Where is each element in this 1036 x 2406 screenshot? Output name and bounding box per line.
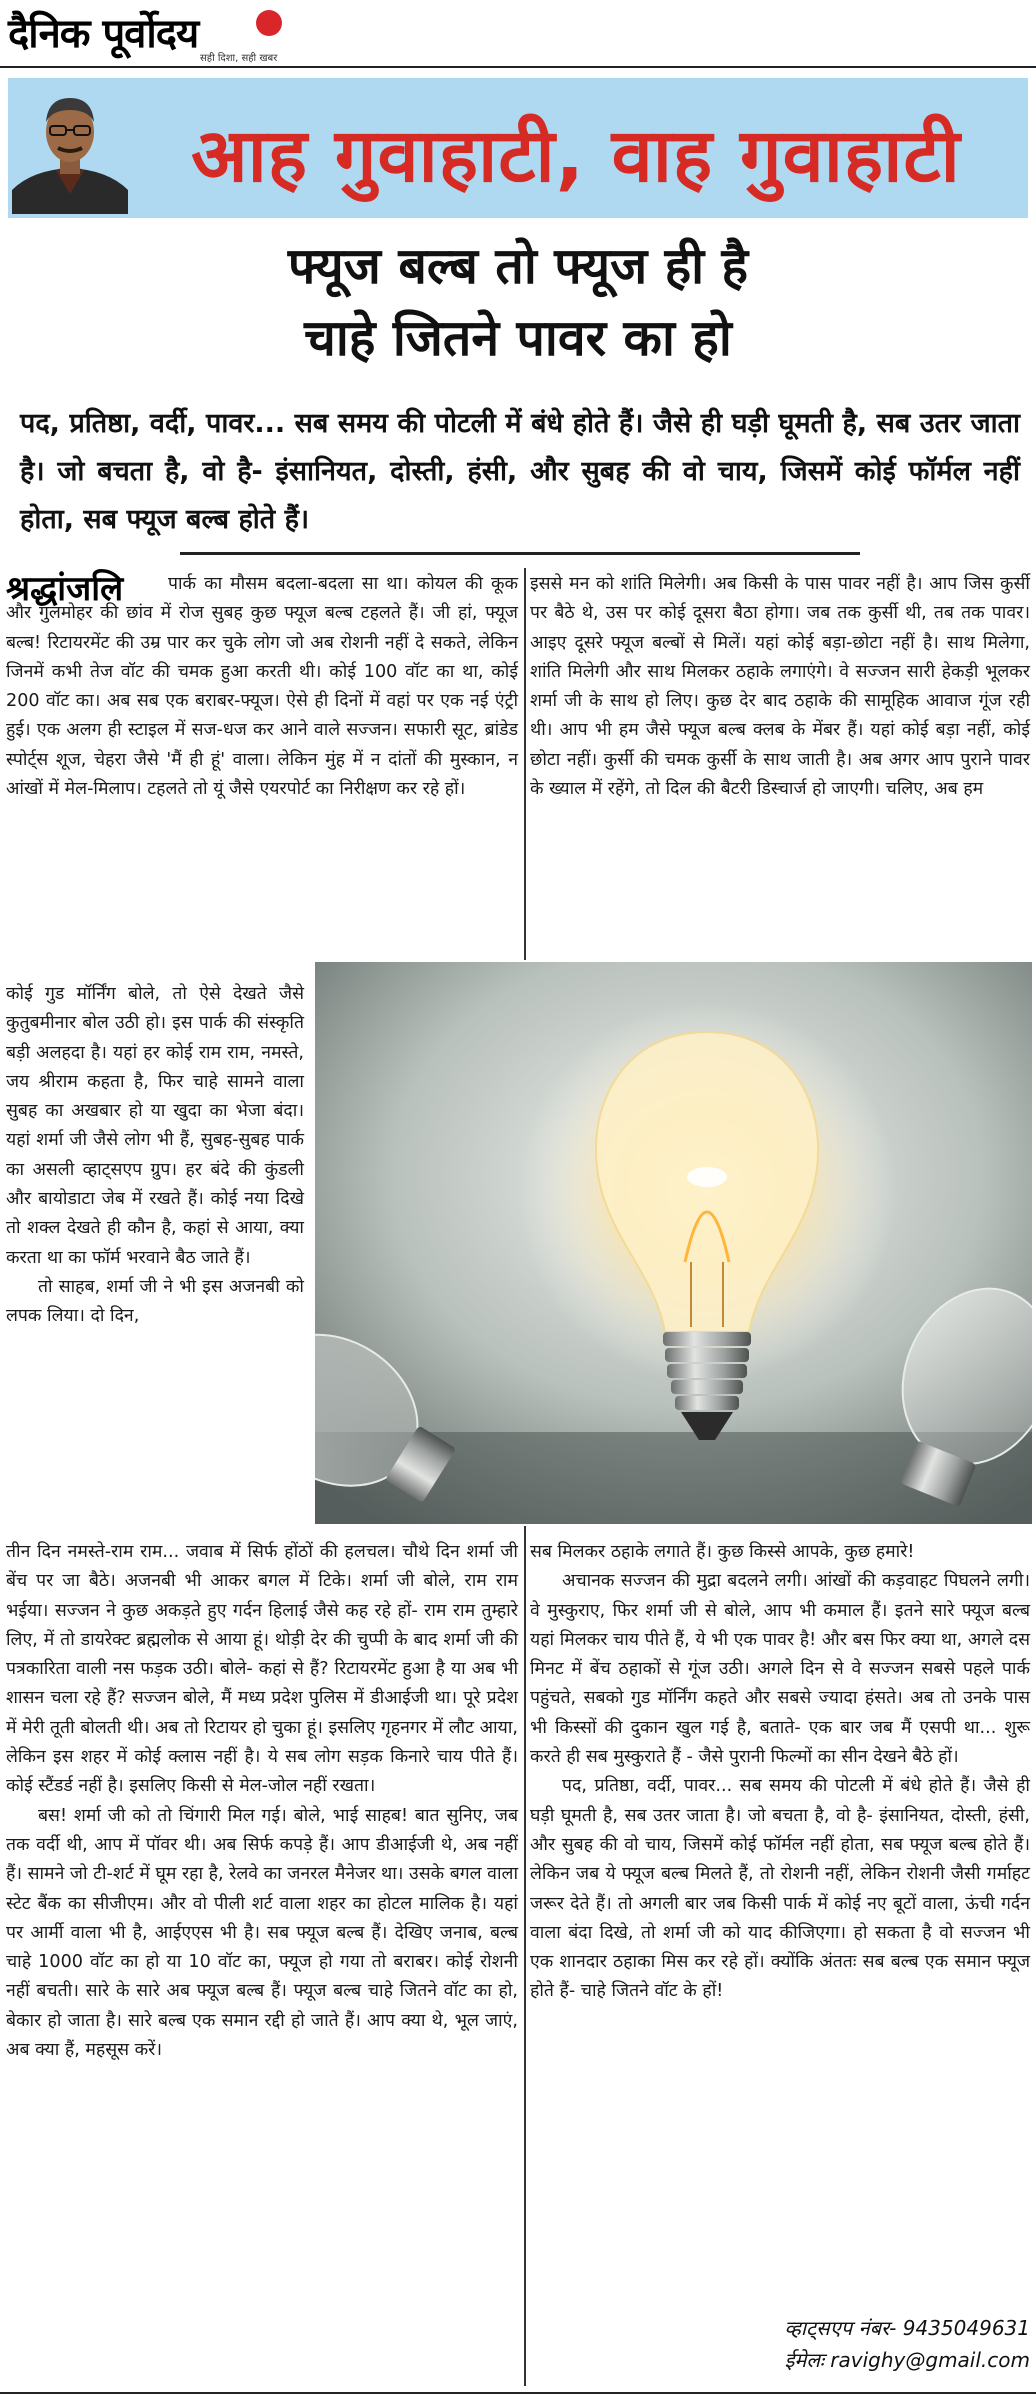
section-tag: श्रद्धांजलि	[6, 569, 124, 609]
paragraph: तो साहब, शर्मा जी ने भी इस अजनबी को लपक लिया। दो दिन,	[6, 1276, 304, 1327]
author-contact	[526, 2312, 1030, 2376]
paragraph: तीन दिन नमस्ते-राम राम... जवाब में सिर्फ होंठों की हलचल। चौथे दिन शर्मा जी बेंच पर जा बैठे। अजनबी भी आकर बगल में टिके। शर्मा जी बोले, राम राम भईया। सज्जन ने कुछ अकड़ते हुए गर्दन हिलाई जैसे कह रहे हों- राम राम तुम्हारे लिए, में तो डायरेक्ट ब्रह्मलोक से आया हूं। थोड़ी देर की चुप्पी के बाद शर्मा जी की पत्रकारिता वाली नस फड़क उठी। बोले- कहां से हैं? रिटायरमेंट हुआ है या अब भी शासन चला रहे हैं? सज्जन बोले, मैं मध्य प्रदेश पुलिस में डीआईजी था। पूरे प्रदेश में मेरी तूती बोलती थी। अब तो रिटायर हो चुका हूं। इसलिए गृहनगर में लौट आया, लेकिन इस शहर में कोई क्लास नहीं है। ये सब लोग सड़क किनारे चाय पीते हैं। कोई स्टैंडर्ड नहीं है। इसलिए किसी से मेल-जोल नहीं रखता।	[6, 1542, 518, 1797]
headline	[0, 230, 1036, 374]
column-1-bottom	[6, 1538, 518, 2065]
column-divider	[524, 1526, 526, 2386]
email-address[interactable]: ईमेलः ravighy@gmail.com	[784, 2348, 1030, 2372]
logo-dot-icon	[256, 10, 282, 36]
column-title: आह गुवाहाटी, वाह गुवाहाटी	[191, 113, 961, 199]
page-bottom-divider	[0, 2392, 1036, 2394]
paragraph: बस! शर्मा जी को तो चिंगारी मिल गई। बोले, भाई साहब! बात सुनिए, जब तक वर्दी थी, आप में पॉवर थी। अब सिर्फ कपड़े हैं। आप डीआईजी थे, अब नहीं हैं। सामने जो टी-शर्ट में घूम रहा है, रेलवे का जनरल मैनेजर था। उसके बगल वाला स्टेट बैंक का सीजीएम। और वो पीली शर्ट वाला शहर का होटल मालिक है। यहां पर आर्मी वाला भी है, आईएएस भी है। सब फ्यूज बल्ब हैं। देखिए जनाब, बल्ब चाहे 1000 वॉट का हो या 10 वॉट का, फ्यूज हो गया तो बराबर। कोई रोशनी नहीं बचती। सारे के सारे अब फ्यूज बल्ब हैं। फ्यूज बल्ब चाहे जितने वॉट का हो, बेकार हो जाता है। सारे बल्ब एक समान रद्दी हो जाते हैं। आप क्या थे, भूल जाएं, अब क्या हैं, महसूस करें।	[6, 1805, 518, 2061]
paragraph: इससे मन को शांति मिलेगी। अब किसी के पास पावर नहीं है। आप जिस कुर्सी पर बैठे थे, उस पर कोई दूसरा बैठा होगा। जब तक कुर्सी थी, तब तक पावर। आइए दूसरे फ्यूज बल्बों से मिलें। यहां कोई बड़ा-छोटा नहीं है। साथ मिलेगा, शांति मिलेगी और साथ मिलकर ठहाके लगाएंगे। वे सज्जन सारी हेकड़ी भूलकर शर्मा जी के साथ हो लिए। कुछ देर बाद ठहाके की सामूहिक आवाज गूंज रही थी। आप भी हम जैसे फ्यूज बल्ब क्लब के मेंबर हैं। यहां कोई बड़ा नहीं, कोई छोटा नहीं। कुर्सी की चमक कुर्सी के साथ जाती है। अब अगर आप पुराने पावर के ख्याल में रहेंगे, तो दिल की बैटरी डिस्चार्ज हो जाएगी। चलिए, अब हम	[530, 574, 1030, 800]
column-divider	[524, 568, 526, 960]
masthead-divider	[0, 66, 1036, 68]
deck: पद, प्रतिष्ठा, वर्दी, पावर... सब समय की पोटली में बंधे होते हैं। जैसे ही घड़ी घूमती है, सब उतर जाता है। जो बचता है, वो है- इंसानियत, दोस्ती, हंसी, और सुबह की वो चाय, जिसमें कोई फॉर्मल नहीं होता, सब फ्यूज बल्ब होते हैं।	[20, 408, 1020, 535]
light-bulb-photo	[315, 962, 1032, 1524]
column-1-narrow	[6, 980, 304, 1332]
column-banner	[8, 78, 1028, 218]
paragraph: सब मिलकर ठहाके लगाते हैं। कुछ किस्से आपके, कुछ हमारे!	[530, 1542, 915, 1562]
paragraph: पद, प्रतिष्ठा, वर्दी, पावर... सब समय की पोटली में बंधे होते हैं। जैसे ही घड़ी घूमती है, सब उतर जाता है। जो बचता है, वो है- इंसानियत, दोस्ती, हंसी, और सुबह की वो चाय, जिसमें कोई फॉर्मल नहीं होता, सब फ्यूज बल्ब होते हैं। लेकिन जब ये फ्यूज बल्ब मिलते हैं, तो रोशनी नहीं, लेकिन रोशनी जैसी गर्माहट जरूर देते हैं। तो अगली बार जब किसी पार्क में कोई नए बूटों वाला, ऊंची गर्दन वाला बंदा दिखे, तो शर्मा जी को याद कीजिएगा। हो सकता है वो सज्जन भी एक शानदार ठहाका मिस कर रहे हों। क्योंकि अंततः सब बल्ब एक समान फ्यूज होते हैं- चाहे जितने वॉट के हों!	[530, 1776, 1030, 2002]
headline-line-1: फ्यूज बल्ब तो फ्यूज ही है	[287, 237, 749, 295]
whatsapp-number: व्हाट्सएप नंबर- 9435049631	[784, 2316, 1030, 2340]
headline-line-2: चाहे जितने पावर का हो	[304, 309, 732, 367]
paragraph: अचानक सज्जन की मुद्रा बदलने लगी। आंखों की कड़वाहट पिघलने लगी। वे मुस्कुराए, फिर शर्मा जी से बोले, आप भी कमाल हैं। इतने सारे फ्यूज बल्ब यहां मिलकर चाय पीते हैं, ये भी एक पावर है! और बस फिर क्या था, अगले दस मिनट में बेंच ठहाकों से गूंज उठी। अगले दिन से वे सज्जन सबसे पहले पार्क पहुंचते, सबको गुड मॉर्निंग कहते और सबसे ज्यादा हंसते। अब तो उनके पास भी किस्सों की दुकान खुल गई है, बताते- एक बार जब मैं एसपी था... शुरू करते ही सब मुस्कुराते हैं - जैसे पुरानी फिल्मों का सीन देखने बैठे हों।	[530, 1571, 1030, 1768]
column-2-top	[530, 570, 1030, 804]
masthead	[0, 0, 1036, 70]
column-2-bottom	[530, 1538, 1030, 2007]
deck-divider	[180, 552, 860, 555]
paragraph: पार्क का मौसम बदला-बदला सा था। कोयल की कूक और गुलमोहर की छांव में रोज सुबह कुछ फ्यूज बल्ब टहलते हैं। जी हां, फ्यूज बल्ब! रिटायरमेंट की उम्र पार कर चुके लोग जो अब रोशनी नहीं दे सकते, लेकिन जिनमें कभी तेज वॉट की चमक हुआ करती थी। कोई 100 वॉट का था, कोई 200 वॉट का। अब सब एक बराबर-फ्यूज। ऐसे ही दिनों में वहां पर एक नई एंट्री हुई। एक अलग ही स्टाइल में सज-धज कर आने वाले सज्जन। सफारी सूट, ब्रांडेड स्पोर्ट्स शूज, चेहरा जैसे 'मैं ही हूं' वाला। लेकिन मुंह में न दांतों की मुस्कान, न आंखों में मेल-मिलाप। टहलते तो यूं जैसे एयरपोर्ट का निरीक्षण कर रहे हों।	[6, 574, 518, 800]
newspaper-tagline: सही दिशा, सही खबर	[200, 53, 278, 64]
paragraph: कोई गुड मॉर्निंग बोले, तो ऐसे देखते जैसे कुतुबमीनार बोल उठी हो। इस पार्क की संस्कृति बड़ी अलहदा है। यहां हर कोई राम राम, नमस्ते, जय श्रीराम कहता है, फिर चाहे सामने वाला सुबह का अखबार हो या खुदा का भेजा बंदा। यहां शर्मा जी जैसे लोग भी हैं, सुबह-सुबह पार्क का असली व्हाट्सएप ग्रुप। हर बंदे की कुंडली और बायोडाटा जेब में रखते हैं। कोई नया दिखे तो शक्ल देखते ही कौन है, कहां से आया, क्या करता था का फॉर्म भरवाने बैठ जाते हैं।	[6, 984, 304, 1268]
author-portrait	[12, 82, 128, 214]
newspaper-name: दैनिक पूर्वोदय	[8, 11, 199, 57]
column-1-top	[6, 570, 518, 804]
